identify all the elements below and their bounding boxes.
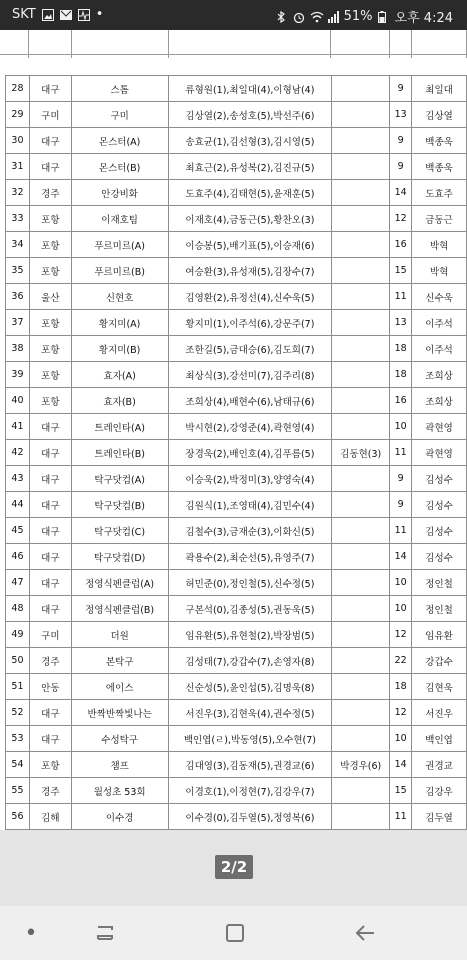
players-cell: 조한길(5),금대승(6),김도희(7) [168,336,332,362]
row-number-cell: 43 [6,466,30,492]
reserve-player-cell [332,232,390,258]
table-row [6,414,467,440]
captain-cell: 금동근 [412,206,467,232]
message-icon [60,9,72,21]
players-cell: 이승욱(2),박정미(3),양영숙(4) [168,466,332,492]
team-name-cell: 이재호팀 [71,206,168,232]
reserve-player-cell [332,518,390,544]
handicap-total-cell: 15 [390,258,412,284]
team-name-cell: 트레인타(B) [71,440,168,466]
table-row [6,492,467,518]
region-cell: 대구 [29,76,71,102]
table-row [6,466,467,492]
recent-apps-button[interactable] [92,920,118,946]
region-cell: 김해 [29,804,71,830]
players-cell: 허민준(0),정인철(5),신수정(5) [168,570,332,596]
team-name-cell: 탁구닷컴(D) [71,544,168,570]
team-name-cell: 더원 [71,622,168,648]
row-number-cell: 56 [6,804,30,830]
handicap-total-cell: 9 [390,128,412,154]
players-cell: 김상열(2),송성호(5),박선주(6) [168,102,332,128]
region-cell: 포항 [29,336,71,362]
captain-cell: 조희상 [412,362,467,388]
handicap-total-cell: 10 [390,596,412,622]
reserve-player-cell [332,414,390,440]
team-name-cell: 반짝반짝빛나는 [71,700,168,726]
region-cell: 대구 [29,518,71,544]
row-number-cell: 44 [6,492,30,518]
alarm-icon [293,11,305,23]
table-row [6,206,467,232]
reserve-player-cell [332,128,390,154]
team-name-cell: 본탁구 [71,648,168,674]
carrier-label: SKT [12,7,36,22]
reserve-player-cell [332,544,390,570]
row-number-cell: 38 [6,336,30,362]
row-number-cell: 30 [6,128,30,154]
table-row [6,622,467,648]
activity-icon [78,9,90,21]
players-cell: 김원식(1),조영태(4),김민수(4) [168,492,332,518]
team-name-cell: 효자(A) [71,362,168,388]
reserve-player-cell [332,466,390,492]
home-dot-button[interactable] [18,920,44,946]
table-row [6,544,467,570]
captain-cell: 강갑수 [412,648,467,674]
region-cell: 울산 [29,284,71,310]
home-button[interactable] [222,920,248,946]
table-row [6,778,467,804]
captain-cell: 정인철 [412,570,467,596]
handicap-total-cell: 14 [390,544,412,570]
region-cell: 경주 [29,180,71,206]
notification-dot: • [95,7,104,22]
row-number-cell: 37 [6,310,30,336]
row-number-cell: 28 [6,76,30,102]
team-name-cell: 구미 [71,102,168,128]
team-name-cell: 탁구닷컴(A) [71,466,168,492]
table-row [6,388,467,414]
team-name-cell: 푸르미르(A) [71,232,168,258]
battery-icon [378,11,390,23]
captain-cell: 곽현영 [412,414,467,440]
table-row [6,362,467,388]
table-row [6,128,467,154]
handicap-total-cell: 9 [390,492,412,518]
captain-cell: 권경교 [412,752,467,778]
handicap-total-cell: 13 [390,102,412,128]
reserve-player-cell [332,336,390,362]
players-cell: 여승환(3),유성재(5),김장수(7) [168,258,332,284]
row-number-cell: 32 [6,180,30,206]
captain-cell: 조희상 [412,388,467,414]
table-row [6,726,467,752]
navigation-bar [0,906,467,960]
team-name-cell: 몬스터(B) [71,154,168,180]
team-name-cell: 정영식펜클럽(B) [71,596,168,622]
region-cell: 대구 [29,128,71,154]
team-name-cell: 스톰 [71,76,168,102]
handicap-total-cell: 10 [390,570,412,596]
row-number-cell: 51 [6,674,30,700]
reserve-player-cell [332,284,390,310]
players-cell: 송효균(1),김선형(3),김시영(5) [168,128,332,154]
table-row [6,674,467,700]
players-cell: 이재호(4),금동근(5),황찬오(3) [168,206,332,232]
region-cell: 포항 [29,206,71,232]
page-indicator: 2/2 [215,855,253,879]
reserve-player-cell [332,674,390,700]
players-cell: 김성태(7),강갑수(7),손영자(8) [168,648,332,674]
region-cell: 대구 [29,466,71,492]
region-cell: 대구 [29,440,71,466]
team-name-cell: 수성탁구 [71,726,168,752]
row-number-cell: 29 [6,102,30,128]
wifi-icon [310,11,322,23]
table-row [6,154,467,180]
status-bar [0,0,467,30]
table-row [6,440,467,466]
reserve-player-cell [332,206,390,232]
captain-cell: 신수욱 [412,284,467,310]
region-cell: 포항 [29,258,71,284]
players-cell: 최상식(3),강선미(7),김주리(8) [168,362,332,388]
reserve-player-cell [332,648,390,674]
region-cell: 대구 [29,544,71,570]
table-row [6,752,467,778]
reserve-player-cell [332,310,390,336]
handicap-total-cell: 11 [390,440,412,466]
region-cell: 대구 [29,492,71,518]
players-cell: 구본석(0),김종성(5),권동욱(5) [168,596,332,622]
players-cell: 김영환(2),유정선(4),신수욱(5) [168,284,332,310]
row-number-cell: 55 [6,778,30,804]
players-cell: 최효근(2),유성복(2),김진규(5) [168,154,332,180]
reserve-player-cell [332,596,390,622]
bluetooth-icon [276,11,288,23]
handicap-total-cell: 22 [390,648,412,674]
region-cell: 대구 [29,700,71,726]
region-cell: 대구 [29,596,71,622]
reserve-player-cell [332,492,390,518]
row-number-cell: 53 [6,726,30,752]
handicap-total-cell: 16 [390,232,412,258]
table-row [6,518,467,544]
handicap-total-cell: 10 [390,726,412,752]
players-cell: 김철수(3),금재순(3),이화신(5) [168,518,332,544]
players-cell: 곽용수(2),최순선(5),유영주(7) [168,544,332,570]
captain-cell: 백인엽 [412,726,467,752]
region-cell: 안동 [29,674,71,700]
region-cell: 대구 [29,154,71,180]
handicap-total-cell: 14 [390,180,412,206]
captain-cell: 김성수 [412,466,467,492]
captain-cell: 김두열 [412,804,467,830]
team-name-cell: 월성초 53회 [71,778,168,804]
captain-cell: 김강우 [412,778,467,804]
captain-cell: 정인철 [412,596,467,622]
row-number-cell: 47 [6,570,30,596]
handicap-total-cell: 11 [390,284,412,310]
players-cell: 이수경(0),김두열(5),정영복(6) [168,804,332,830]
reserve-player-cell [332,726,390,752]
reserve-player-cell: 박경우(6) [332,752,390,778]
team-name-cell: 탁구닷컴(B) [71,492,168,518]
handicap-total-cell: 16 [390,388,412,414]
players-cell: 백인엽(ㄹ),박동영(5),오수현(7) [168,726,332,752]
row-number-cell: 49 [6,622,30,648]
handicap-total-cell: 11 [390,518,412,544]
players-cell: 도효주(4),김태현(5),윤재훈(5) [168,180,332,206]
handicap-total-cell: 9 [390,76,412,102]
handicap-total-cell: 12 [390,206,412,232]
table-row [6,180,467,206]
table-row [6,700,467,726]
handicap-total-cell: 18 [390,362,412,388]
handicap-total-cell: 13 [390,310,412,336]
captain-cell: 김성수 [412,492,467,518]
captain-cell: 김성수 [412,544,467,570]
captain-cell: 임유환 [412,622,467,648]
captain-cell: 곽현영 [412,440,467,466]
captain-cell: 서진우 [412,700,467,726]
team-name-cell: 황지미(B) [71,336,168,362]
players-cell: 김대영(3),김동재(5),권경교(6) [168,752,332,778]
table-row [6,284,467,310]
team-name-cell: 신현호 [71,284,168,310]
region-cell: 포항 [29,232,71,258]
captain-cell: 도효주 [412,180,467,206]
reserve-player-cell [332,154,390,180]
reserve-player-cell [332,258,390,284]
players-cell: 장경욱(2),배인호(4),김푸름(5) [168,440,332,466]
battery-percent: 51% [343,9,373,24]
team-name-cell: 몬스터(A) [71,128,168,154]
handicap-total-cell: 15 [390,778,412,804]
team-name-cell: 에이스 [71,674,168,700]
reserve-player-cell: 김동현(3) [332,440,390,466]
dot-icon: • [24,920,38,946]
clock: 오후 4:24 [394,11,453,26]
row-number-cell: 50 [6,648,30,674]
recent-apps-icon [94,923,116,943]
handicap-total-cell: 11 [390,804,412,830]
signal-icon [327,11,339,23]
table-row [6,102,467,128]
captain-cell: 이주석 [412,336,467,362]
handicap-total-cell: 12 [390,700,412,726]
region-cell: 구미 [29,102,71,128]
reserve-player-cell [332,180,390,206]
players-cell: 조희상(4),배현수(6),남태규(6) [168,388,332,414]
row-number-cell: 48 [6,596,30,622]
row-number-cell: 45 [6,518,30,544]
row-number-cell: 31 [6,154,30,180]
handicap-total-cell: 9 [390,466,412,492]
players-cell: 박시현(2),강영준(4),곽현영(4) [168,414,332,440]
gallery-icon [42,9,54,21]
handicap-total-cell: 9 [390,154,412,180]
captain-cell: 김상열 [412,102,467,128]
captain-cell: 백종욱 [412,128,467,154]
row-number-cell: 33 [6,206,30,232]
players-cell: 신순성(5),윤인섭(5),김명욱(8) [168,674,332,700]
table-row [6,258,467,284]
row-number-cell: 46 [6,544,30,570]
team-roster-table [5,75,467,830]
players-cell: 임유환(5),유현철(2),박장범(5) [168,622,332,648]
back-button[interactable] [352,920,378,946]
captain-cell: 최일대 [412,76,467,102]
row-number-cell: 40 [6,388,30,414]
table-row [6,76,467,102]
region-cell: 경주 [29,778,71,804]
captain-cell: 백종욱 [412,154,467,180]
players-cell: 이승봉(5),배기표(5),이승재(6) [168,232,332,258]
handicap-total-cell: 10 [390,414,412,440]
reserve-player-cell [332,76,390,102]
previous-table-edge [0,30,467,58]
row-number-cell: 34 [6,232,30,258]
table-row [6,804,467,830]
reserve-player-cell [332,570,390,596]
team-name-cell: 탁구닷컴(C) [71,518,168,544]
handicap-total-cell: 18 [390,336,412,362]
handicap-total-cell: 12 [390,622,412,648]
row-number-cell: 52 [6,700,30,726]
team-name-cell: 푸르미르(B) [71,258,168,284]
row-number-cell: 35 [6,258,30,284]
team-name-cell: 황지미(A) [71,310,168,336]
team-name-cell: 트레인타(A) [71,414,168,440]
captain-cell: 이주석 [412,310,467,336]
reserve-player-cell [332,804,390,830]
team-name-cell: 효자(B) [71,388,168,414]
table-row [6,648,467,674]
table-row [6,596,467,622]
team-name-cell: 챔프 [71,752,168,778]
reserve-player-cell [332,622,390,648]
team-name-cell: 정영식펜클럽(A) [71,570,168,596]
home-square-icon [225,923,245,943]
reserve-player-cell [332,388,390,414]
captain-cell: 박혁 [412,232,467,258]
captain-cell: 김성수 [412,518,467,544]
region-cell: 경주 [29,648,71,674]
region-cell: 대구 [29,414,71,440]
back-arrow-icon [354,923,376,943]
region-cell: 포항 [29,362,71,388]
reserve-player-cell [332,700,390,726]
table-row [6,232,467,258]
row-number-cell: 41 [6,414,30,440]
reserve-player-cell [332,362,390,388]
region-cell: 구미 [29,622,71,648]
region-cell: 대구 [29,570,71,596]
table-row [6,310,467,336]
row-number-cell: 39 [6,362,30,388]
players-cell: 이경호(1),이정현(7),김강우(7) [168,778,332,804]
handicap-total-cell: 18 [390,674,412,700]
region-cell: 포항 [29,752,71,778]
table-row [6,336,467,362]
table-row [6,570,467,596]
team-name-cell: 이수경 [71,804,168,830]
players-cell: 서진우(3),김현욱(4),권수정(5) [168,700,332,726]
row-number-cell: 54 [6,752,30,778]
handicap-total-cell: 14 [390,752,412,778]
region-cell: 포항 [29,388,71,414]
captain-cell: 김현욱 [412,674,467,700]
players-cell: 류형원(1),최일대(4),이형남(4) [168,76,332,102]
reserve-player-cell [332,778,390,804]
players-cell: 황지미(1),이주석(6),강문주(7) [168,310,332,336]
team-name-cell: 안강비화 [71,180,168,206]
region-cell: 포항 [29,310,71,336]
reserve-player-cell [332,102,390,128]
row-number-cell: 42 [6,440,30,466]
row-number-cell: 36 [6,284,30,310]
region-cell: 대구 [29,726,71,752]
captain-cell: 박혁 [412,258,467,284]
